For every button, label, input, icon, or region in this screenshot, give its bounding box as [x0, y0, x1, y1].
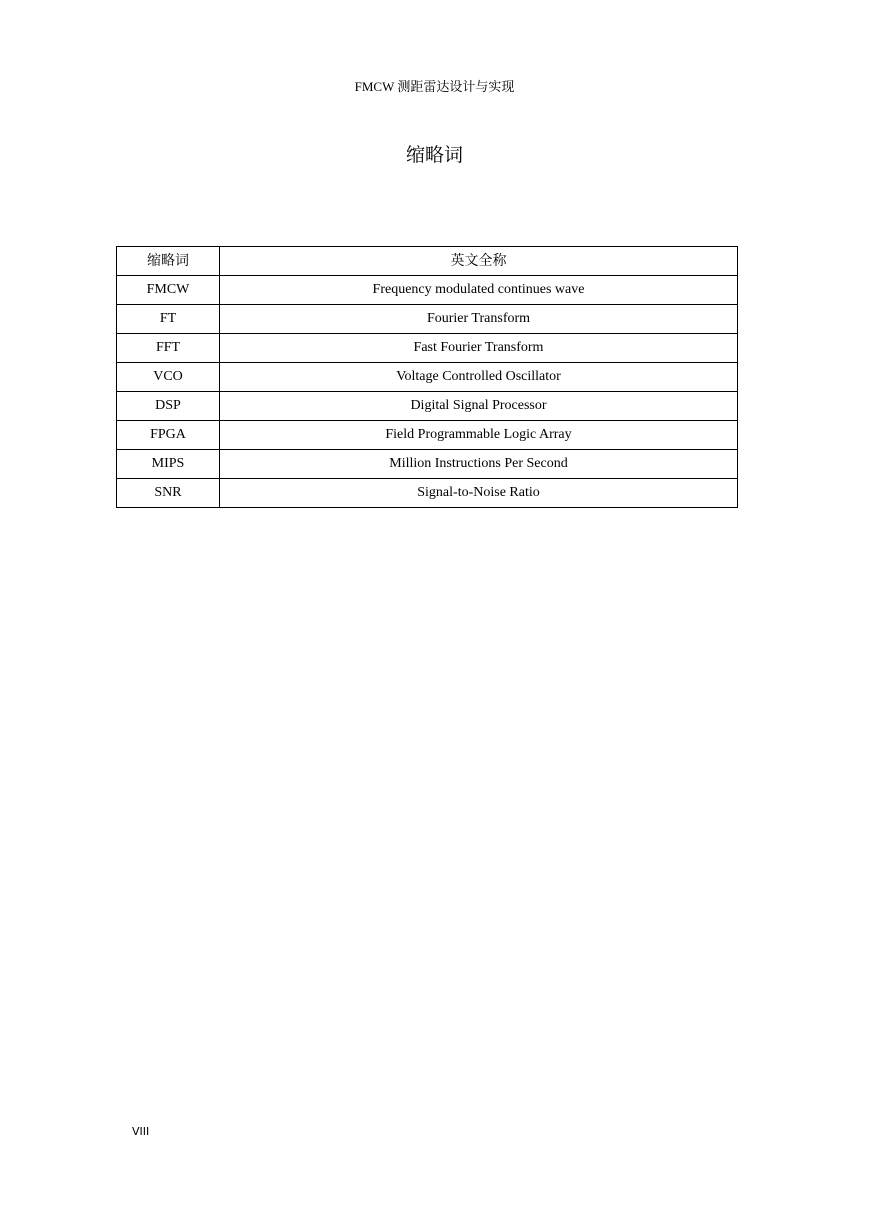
table-row	[117, 421, 738, 450]
full-name-cell: Fourier Transform	[220, 305, 738, 334]
abbreviation-cell: MIPS	[117, 450, 220, 479]
full-name-cell: Fast Fourier Transform	[220, 334, 738, 363]
page-number: VIII	[132, 1125, 150, 1138]
full-name-cell: Digital Signal Processor	[220, 392, 738, 421]
full-name-cell: Million Instructions Per Second	[220, 450, 738, 479]
section-title: 缩略词	[405, 144, 463, 166]
full-name-cell: Field Programmable Logic Array	[220, 421, 738, 450]
table-header-row	[117, 247, 738, 276]
abbreviation-cell: FFT	[117, 334, 220, 363]
table-row	[117, 363, 738, 392]
table-row	[117, 450, 738, 479]
table-row	[117, 305, 738, 334]
abbreviation-table	[116, 246, 738, 508]
table-row	[117, 479, 738, 508]
full-name-cell: Voltage Controlled Oscillator	[220, 363, 738, 392]
column-header-full-name: 英文全称	[220, 247, 738, 276]
abbreviation-cell: VCO	[117, 363, 220, 392]
abbreviation-cell: FMCW	[117, 276, 220, 305]
abbreviation-cell: FPGA	[117, 421, 220, 450]
running-header: FMCW 测距雷达设计与实现	[354, 79, 515, 94]
full-name-cell: Frequency modulated continues wave	[220, 276, 738, 305]
table-row	[117, 276, 738, 305]
abbreviation-cell: DSP	[117, 392, 220, 421]
full-name-cell: Signal-to-Noise Ratio	[220, 479, 738, 508]
abbreviation-cell: FT	[117, 305, 220, 334]
table-row	[117, 392, 738, 421]
column-header-abbreviation: 缩略词	[117, 247, 220, 276]
abbreviation-cell: SNR	[117, 479, 220, 508]
table-row	[117, 334, 738, 363]
